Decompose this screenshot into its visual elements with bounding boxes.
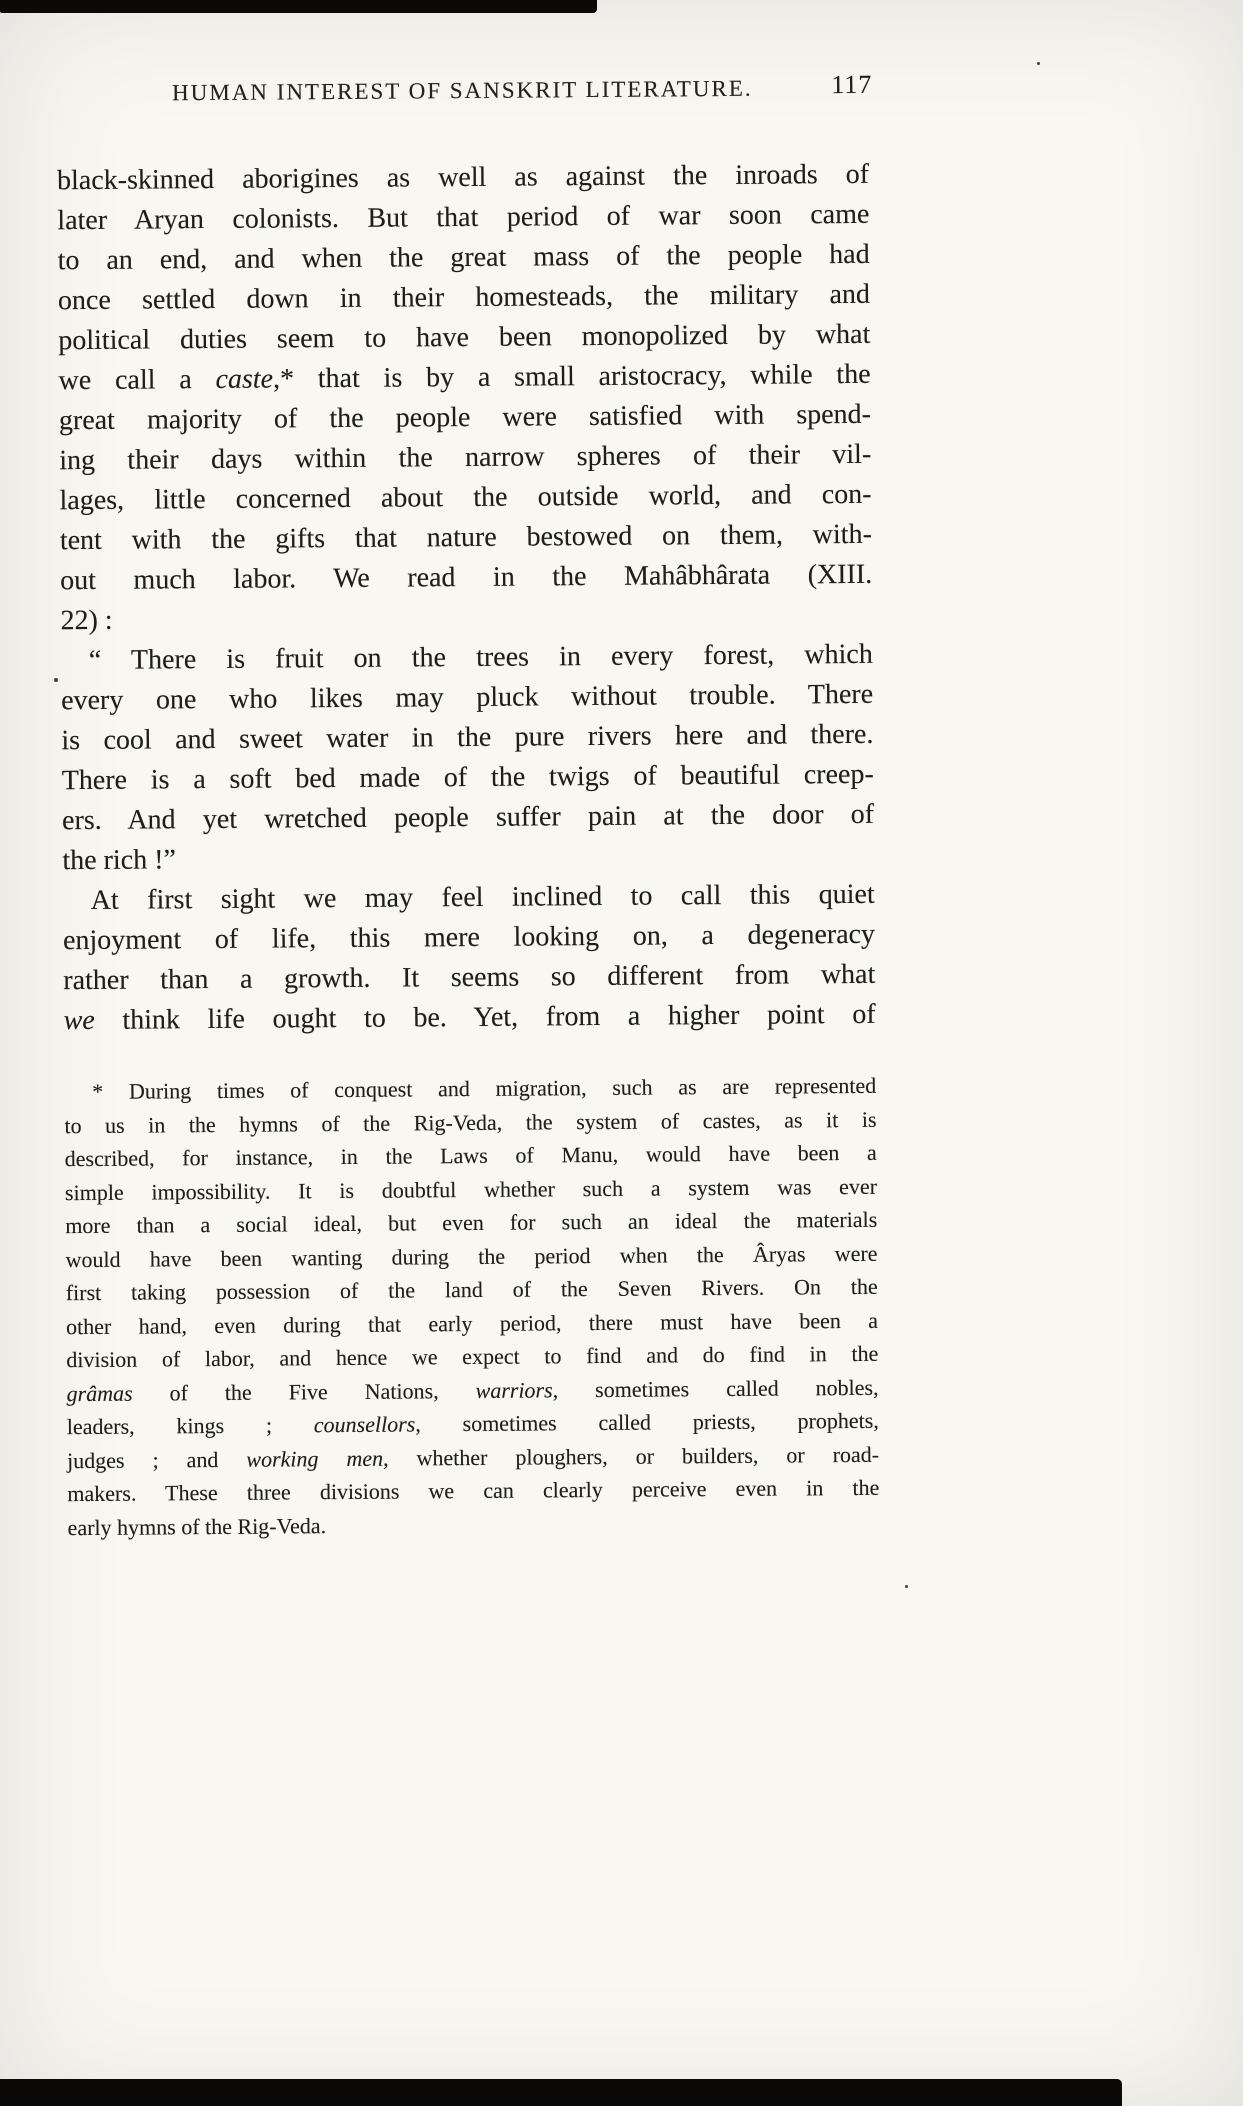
text-segment: of the Five Nations,: [132, 1377, 476, 1406]
scan-artifact-top-bar: [0, 0, 597, 13]
text-segment: * During times of conquest and migration, such as are represented: [92, 1072, 877, 1104]
italic-text: caste: [215, 363, 274, 395]
text-segment: we call a: [58, 363, 216, 397]
text-segment: is cool and sweet water in the pure rivers here and there.: [61, 718, 874, 757]
page-header: [56, 69, 873, 111]
text-segment: early hymns of the Rig-Veda.: [67, 1512, 327, 1540]
text-segment: every one who likes may pluck without trouble. There: [61, 678, 874, 717]
text-line: [59, 435, 871, 481]
italic-text: counsellors: [313, 1411, 416, 1438]
text-segment: other hand, even during that early period, there must have been a: [65, 1307, 879, 1339]
italic-text: grâmas: [66, 1380, 133, 1406]
text-line: [62, 795, 874, 841]
text-segment: At first sight we may feel inclined to call this quiet: [90, 878, 875, 916]
text-segment: out much labor. We read in the Mahâbhârata (XIII.: [60, 558, 873, 597]
text-line: [63, 995, 875, 1041]
text-segment: enjoyment of life, this mere looking on, a degeneracy: [62, 918, 876, 957]
text-line: [63, 915, 875, 961]
text-segment: to us in the hymns of the Rig-Veda, the system of castes, as it is: [64, 1106, 877, 1138]
text-line: [57, 155, 869, 201]
italic-text: working men: [246, 1445, 384, 1472]
text-line: [58, 235, 870, 281]
text-segment: first taking possession of the land of the Seven Rivers. On the: [65, 1273, 878, 1306]
scan-speck: [905, 1585, 908, 1588]
text-segment: leaders, kings ;: [66, 1412, 314, 1440]
text-segment: tent with the gifts that nature bestowed on them, with-: [59, 518, 872, 557]
text-segment: judges ; and: [66, 1446, 247, 1473]
text-segment: , whether ploughers, or builders, or road-: [383, 1441, 880, 1471]
page-number: 117: [831, 69, 873, 100]
scan-speck: [54, 678, 58, 682]
italic-text: we: [63, 1004, 95, 1037]
text-line: [67, 1471, 879, 1511]
running-title: HUMAN INTEREST OF SANSKRIT LITERATURE.: [171, 75, 753, 106]
text-segment: more than a social ideal, but even for such an ideal the materials: [65, 1206, 878, 1239]
text-line: [63, 875, 875, 921]
scan-speck: [1037, 62, 1040, 65]
text-line: [63, 955, 875, 1001]
text-line: [57, 195, 869, 241]
text-line: [58, 355, 870, 401]
text-segment: black-skinned aborigines as well as against the inroads of: [56, 158, 870, 197]
footnote: [64, 1069, 880, 1544]
text-line: [61, 715, 873, 761]
text-segment: , sometimes called priests, prophets,: [415, 1407, 879, 1437]
text-segment: later Aryan colonists. But that period of war soon came: [57, 198, 870, 237]
text-line: [58, 315, 870, 361]
text-segment: division of labor, and hence we expect to find and do find in the: [66, 1340, 879, 1373]
italic-text: warriors: [475, 1376, 553, 1403]
text-line: [60, 595, 872, 641]
text-segment: once settled down in their homesteads, the military and: [57, 278, 871, 317]
text-segment: rather than a growth. It seems so different from what: [63, 958, 876, 997]
text-segment: lages, little concerned about the outside world, and con-: [59, 478, 872, 517]
text-line: [59, 475, 871, 521]
text-segment: makers. These three divisions we can clearly perceive even in the: [67, 1474, 880, 1507]
text-segment: ,* that is by a small aristocracy, while the: [272, 358, 871, 395]
text-segment: There is a soft bed made of the twigs of beautiful creep-: [61, 758, 874, 797]
text-line: [58, 275, 870, 321]
text-line: [67, 1504, 879, 1544]
text-line: [67, 1404, 879, 1444]
scan-artifact-bottom-bar: [0, 2079, 1122, 2106]
text-segment: described, for instance, in the Laws of Manu, would have been a: [64, 1139, 877, 1172]
text-segment: simple impossibility. It is doubtful whether such a system was ever: [64, 1173, 878, 1205]
text-segment: 22) :: [60, 604, 113, 637]
text-line: [65, 1203, 877, 1243]
text-segment: ers. And yet wretched people suffer pain at the door of: [61, 798, 875, 837]
text-line: [61, 675, 873, 721]
text-line: [60, 555, 872, 601]
text-line: [60, 515, 872, 561]
text-segment: would have been wanting during the period when the Âryas were: [65, 1240, 878, 1272]
text-segment: political duties seem to have been monopolized by what: [58, 318, 871, 357]
text-line: [59, 395, 871, 441]
text-segment: ing their days within the narrow spheres of their vil-: [59, 438, 872, 477]
text-segment: to an end, and when the great mass of the people had: [57, 238, 870, 277]
text-segment: , sometimes called nobles,: [552, 1374, 879, 1402]
text-line: [66, 1337, 878, 1377]
text-segment: “ There is fruit on the trees in every forest, which: [88, 638, 873, 676]
text-line: [61, 635, 873, 681]
text-line: [64, 1069, 876, 1109]
text-segment: great majority of the people were satisfied with spend-: [58, 398, 872, 437]
body-text: [57, 155, 876, 1041]
text-segment: think life ought to be. Yet, from a higher point of: [94, 998, 876, 1036]
text-line: [62, 755, 874, 801]
text-line: [66, 1270, 878, 1310]
text-segment: the rich !”: [62, 844, 177, 877]
page-content: [56, 69, 880, 1544]
text-line: [65, 1136, 877, 1176]
text-line: [62, 835, 874, 881]
